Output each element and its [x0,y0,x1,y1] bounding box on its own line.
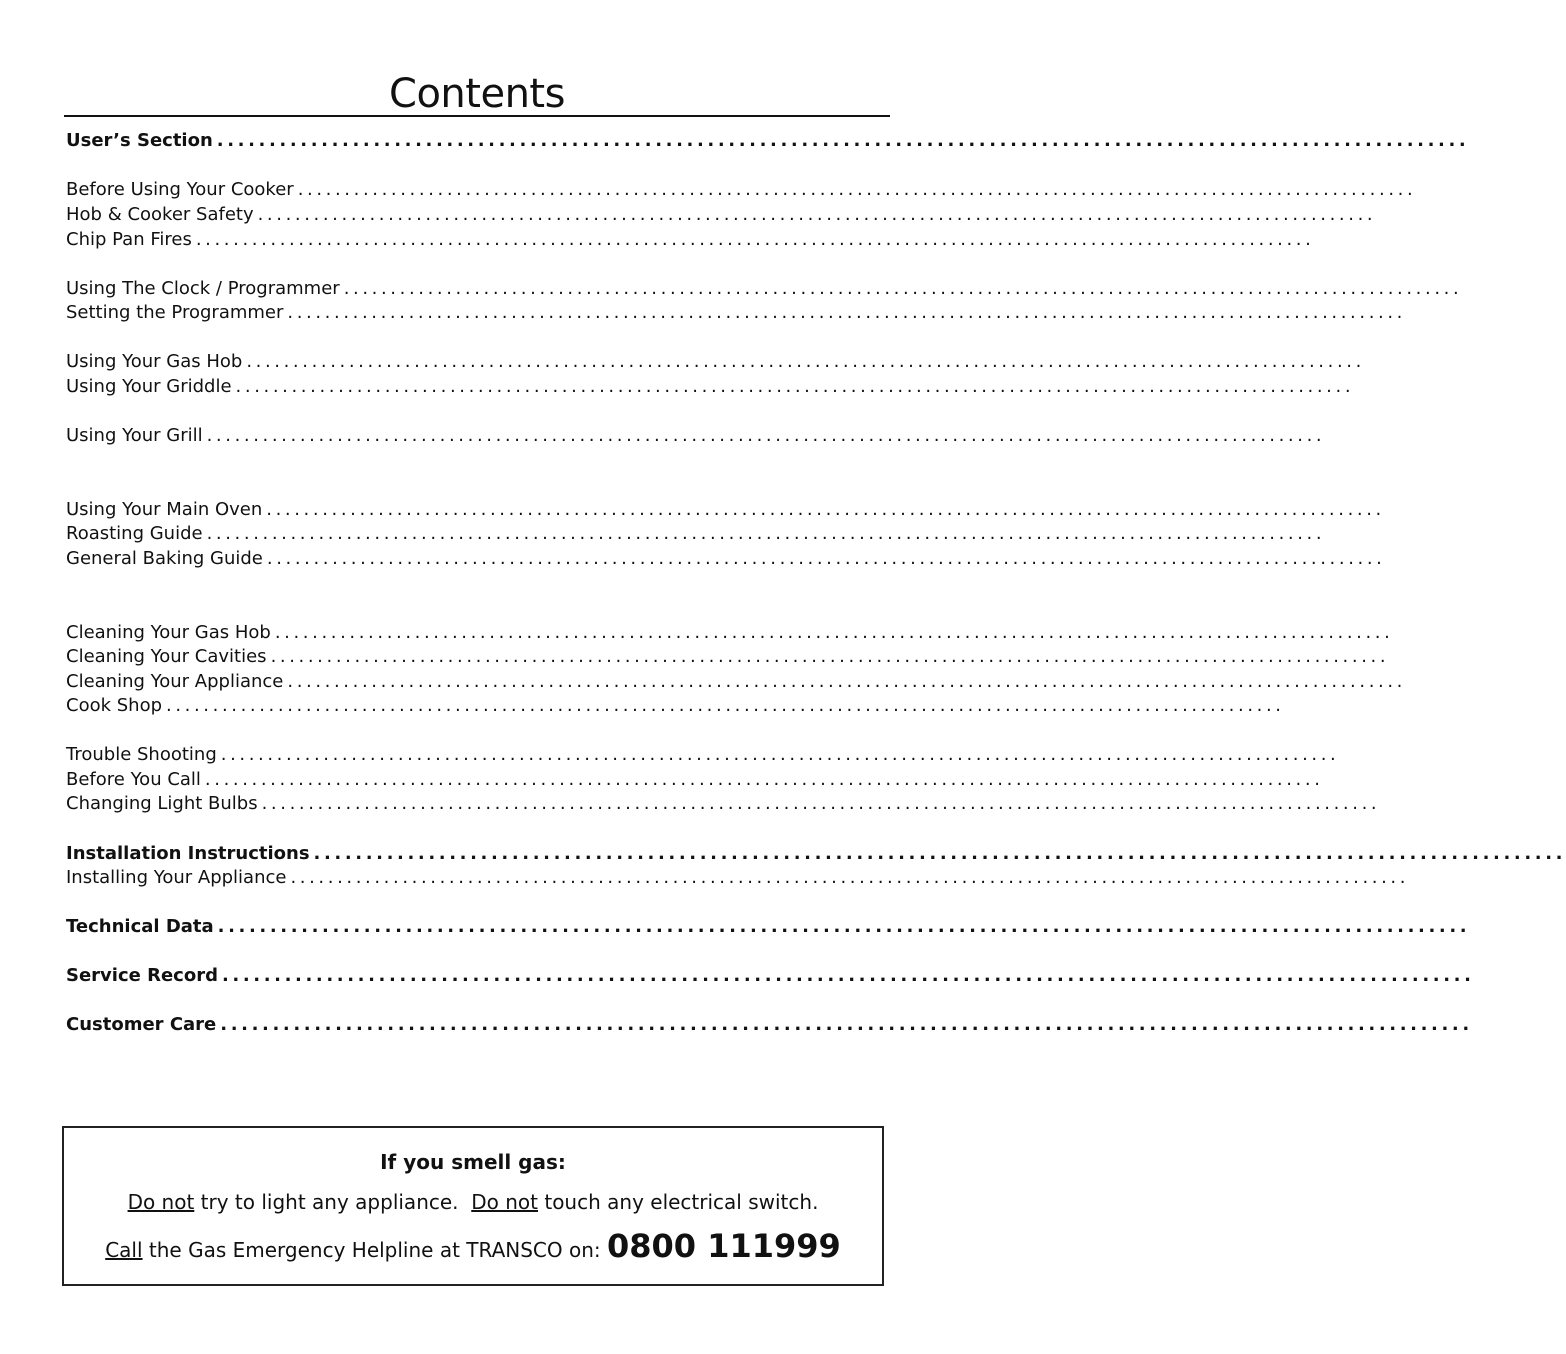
toc-dot-leader: ........................................................................................................................ [166,695,1285,716]
toc-entry-label: Cleaning Your Gas Hob [66,622,271,643]
toc-dot-leader: ........................................................................................................................ [217,916,1471,937]
gas-warning-text: touch any electrical switch. [538,1190,819,1214]
toc-entry[interactable] [66,375,1355,399]
toc-entry[interactable] [66,842,1566,866]
toc-entry-label: Cleaning Your Appliance [66,671,284,692]
toc-dot-leader: ........................................................................................................................ [313,843,1566,864]
toc-dot-leader: ........................................................................................................................ [297,179,1417,200]
emergency-phone-number: 0800 111999 [607,1227,841,1265]
toc-entry-label: General Baking Guide [66,548,263,569]
toc-entry-label: Changing Light Bulbs [66,793,258,814]
toc-entry[interactable] [66,621,1394,645]
toc-dot-leader: ........................................................................................................................ [220,1014,1473,1035]
toc-entry[interactable] [66,129,1470,153]
gas-warning-heading: If you smell gas: [380,1150,566,1174]
toc-entry-label: Installation Instructions [66,843,310,864]
toc-entry[interactable] [66,547,1386,571]
toc-entry-label: Installing Your Appliance [66,867,287,888]
toc-entry[interactable] [66,277,1463,301]
toc-entry-label: Chip Pan Fires [66,229,192,250]
toc-entry[interactable] [66,498,1385,522]
toc-entry[interactable] [66,228,1315,252]
toc-dot-leader: ........................................................................................................................ [206,425,1326,446]
toc-dot-leader: ........................................................................................................................ [235,376,1355,397]
toc-entry-label: Cook Shop [66,695,163,716]
gas-warning-box [62,1126,884,1286]
toc-entry[interactable] [66,301,1406,325]
toc-entry[interactable] [66,694,1285,718]
toc-dot-leader: ........................................................................................................................ [246,351,1365,372]
gas-emergency-text: the Gas Emergency Helpline at TRANSCO on: [142,1238,607,1262]
gas-warning-instructions [64,1188,882,1216]
toc-entry-label: Technical Data [66,916,214,937]
toc-dot-leader: ........................................................................................................................ [195,229,1315,250]
toc-entry-label: Using Your Main Oven [66,499,263,520]
toc-entry-label: User’s Section [66,130,213,151]
toc-entry[interactable] [66,522,1326,546]
toc-dot-leader: ........................................................................................................................ [270,646,1390,667]
toc-dot-leader: ........................................................................................................................ [287,302,1406,323]
toc-entry-label: Service Record [66,965,218,986]
toc-dot-leader: ........................................................................................................................ [221,965,1475,986]
toc-entry[interactable] [66,670,1406,694]
toc-entry-label: Setting the Programmer [66,302,284,323]
toc-entry[interactable] [66,915,1471,939]
toc-entry[interactable] [66,424,1326,448]
toc-entry-label: Cleaning Your Cavities [66,646,267,667]
toc-entry-label: Trouble Shooting [66,744,217,765]
title-underline [64,115,890,117]
toc-entry[interactable] [66,964,1475,988]
toc-entry-label: Before Using Your Cooker [66,179,294,200]
page-title: Contents [389,71,565,117]
gas-warning-text: try to light any appliance. [194,1190,472,1214]
toc-dot-leader: ........................................................................................................................ [290,867,1410,888]
toc-dot-leader: ........................................................................................................................ [206,523,1326,544]
toc-entry[interactable] [66,768,1324,792]
gas-emergency-line [64,1228,882,1268]
toc-dot-leader: ........................................................................................................................ [261,793,1381,814]
toc-entry[interactable] [66,645,1390,669]
do-not-emphasis: Do not [127,1190,195,1214]
call-emphasis: Call [105,1238,143,1262]
toc-entry-label: Customer Care [66,1014,217,1035]
toc-entry-label: Using Your Grill [66,425,203,446]
toc-dot-leader: ........................................................................................................................ [220,744,1340,765]
toc-entry-label: Roasting Guide [66,523,203,544]
toc-dot-leader: ........................................................................................................................ [216,130,1470,151]
toc-dot-leader: ........................................................................................................................ [287,671,1406,692]
toc-entry-label: Using The Clock / Programmer [66,278,340,299]
toc-entry-label: Before You Call [66,769,201,790]
toc-dot-leader: ........................................................................................................................ [343,278,1463,299]
toc-entry-label: Using Your Gas Hob [66,351,243,372]
toc-entry[interactable] [66,792,1381,816]
toc-entry-label: Using Your Griddle [66,376,232,397]
toc-entry-label: Hob & Cooker Safety [66,204,254,225]
toc-dot-leader: ........................................................................................................................ [266,499,1385,520]
toc-entry[interactable] [66,743,1340,767]
toc-dot-leader: ........................................................................................................................ [274,622,1394,643]
toc-entry[interactable] [66,203,1377,227]
toc-entry[interactable] [66,350,1365,374]
do-not-emphasis: Do not [471,1190,538,1214]
toc-entry[interactable] [66,866,1410,890]
toc-dot-leader: ........................................................................................................................ [257,204,1377,225]
toc-entry[interactable] [66,1013,1473,1037]
toc-dot-leader: ........................................................................................................................ [204,769,1324,790]
toc-entry[interactable] [66,178,1417,202]
toc-dot-leader: ........................................................................................................................ [266,548,1386,569]
